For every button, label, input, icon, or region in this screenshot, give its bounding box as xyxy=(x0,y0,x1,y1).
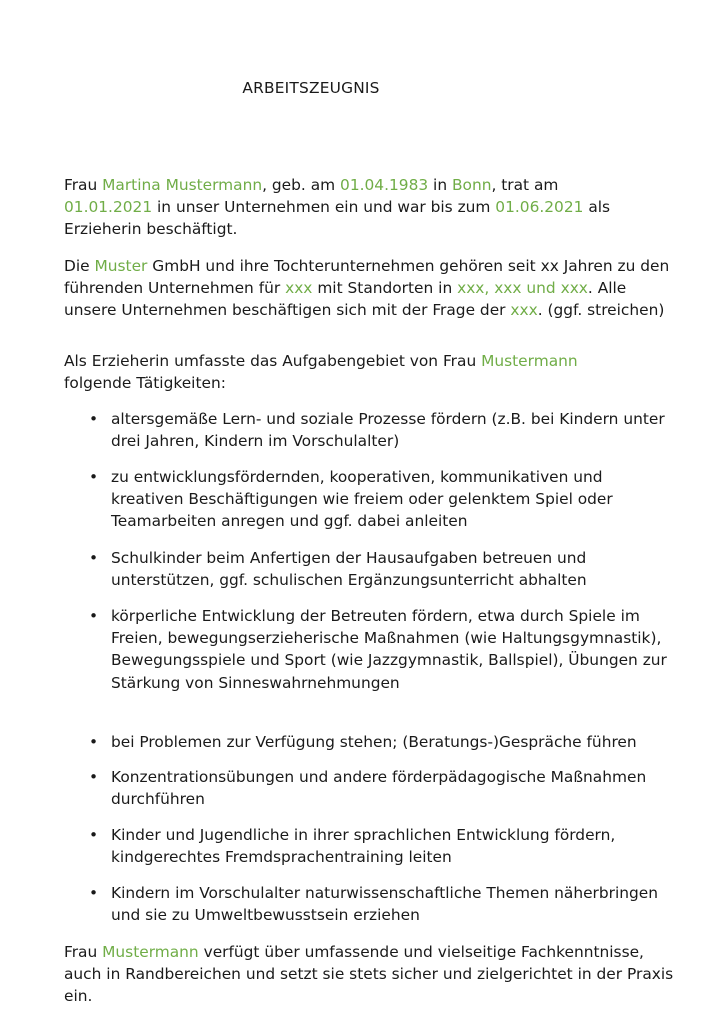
bullet-icon: • xyxy=(89,468,99,486)
text-segment: als Erzieherin beschäftigt. xyxy=(64,198,611,239)
business-field: xxx xyxy=(285,279,313,298)
list-item xyxy=(64,766,674,810)
summary-paragraph xyxy=(64,941,674,1008)
task-text: zu entwicklungsfördernden, kooperativen, kommunikativen und kreativen Beschäftigungen wie freiem oder gelenktem Spiel oder Teamarbeiten anregen und ggf. dabei anleiten xyxy=(111,468,613,531)
bullet-icon: • xyxy=(89,607,99,625)
text-segment: folgende Tätigkeiten: xyxy=(64,374,226,393)
text-segment: verfügt über umfassende und vielseitige Fachkenntnisse, auch in Randbereichen und setzt sie stets sicher und zielgerichtet in der Praxis ein. xyxy=(64,943,674,1006)
bullet-icon: • xyxy=(89,768,99,786)
text-segment: . Alle unsere Unternehmen beschäftigen sich mit der Frage der xyxy=(64,279,627,320)
list-item xyxy=(64,408,674,452)
text-segment: , geb. am xyxy=(262,176,341,194)
task-text: Kinder und Jugendliche in ihrer sprachlichen Entwicklung fördern, kindgerechtes Fremdsprachentraining leiten xyxy=(111,826,616,867)
task-text: altersgemäße Lern- und soziale Prozesse fördern (z.B. bei Kindern unter drei Jahren, Kindern im Vorschulalter) xyxy=(111,410,665,451)
task-text: Konzentrationsübungen und andere förderpädagogische Maßnahmen durchführen xyxy=(111,768,647,809)
company-name: Muster xyxy=(94,257,148,275)
intro-paragraph xyxy=(64,174,674,241)
text-segment: mit Standorten in xyxy=(312,279,458,298)
bullet-icon: • xyxy=(89,884,99,902)
bullet-icon: • xyxy=(89,549,99,567)
start-date: 01.01.2021 xyxy=(64,198,153,217)
end-date: 01.06.2021 xyxy=(495,198,584,217)
text-segment: Die xyxy=(64,257,95,275)
bullet-icon: • xyxy=(89,733,99,751)
employee-surname: Mustermann xyxy=(102,943,199,961)
task-text: körperliche Entwicklung der Betreuten fördern, etwa durch Spiele im Freien, bewegungserzieherische Maßnahmen (wie Haltungsgymnastik), Bewegungsspiele und Sport (wie Jazzgymnastik, Ballspiel), Übungen zur Stärkung von Sinneswahrnehmungen xyxy=(111,607,667,692)
list-item xyxy=(64,466,674,533)
company-paragraph xyxy=(64,255,674,322)
company-question: xxx xyxy=(510,301,538,320)
employee-name: Martina Mustermann xyxy=(102,176,263,194)
text-segment: . (ggf. streichen) xyxy=(537,301,665,320)
text-segment: Als Erzieherin umfasste das Aufgabengebiet von Frau xyxy=(64,352,482,370)
list-item xyxy=(64,547,674,591)
text-segment: in xyxy=(428,176,452,194)
list-item xyxy=(64,605,674,694)
bullet-icon: • xyxy=(89,410,99,428)
text-segment: in unser Unternehmen ein und war bis zum xyxy=(152,198,496,217)
bullet-icon: • xyxy=(89,826,99,844)
tasks-intro-paragraph xyxy=(64,350,674,394)
text-segment: Frau xyxy=(64,176,103,194)
task-text: Schulkinder beim Anfertigen der Hausaufgaben betreuen und unterstützen, ggf. schulischen Ergänzungsunterricht abhalten xyxy=(111,549,587,590)
document-title: ARBEITSZEUGNIS xyxy=(242,79,380,97)
text-segment: Frau xyxy=(64,943,103,961)
employee-surname: Mustermann xyxy=(481,352,578,370)
birth-place: Bonn xyxy=(451,176,492,194)
list-item xyxy=(64,882,674,926)
text-segment: , trat am xyxy=(491,176,559,194)
task-text: bei Problemen zur Verfügung stehen; (Beratungs-)Gespräche führen xyxy=(111,733,637,751)
company-locations: xxx, xxx und xxx xyxy=(457,279,588,298)
task-text: Kindern im Vorschulalter naturwissenschaftliche Themen näherbringen und sie zu Umweltbewusstsein erziehen xyxy=(111,884,658,925)
text-segment: GmbH und ihre Tochterunternehmen gehören seit xx Jahren zu den führenden Unternehmen für xyxy=(64,257,670,298)
birth-date: 01.04.1983 xyxy=(340,176,429,194)
list-item xyxy=(64,731,674,753)
list-item xyxy=(64,824,674,868)
